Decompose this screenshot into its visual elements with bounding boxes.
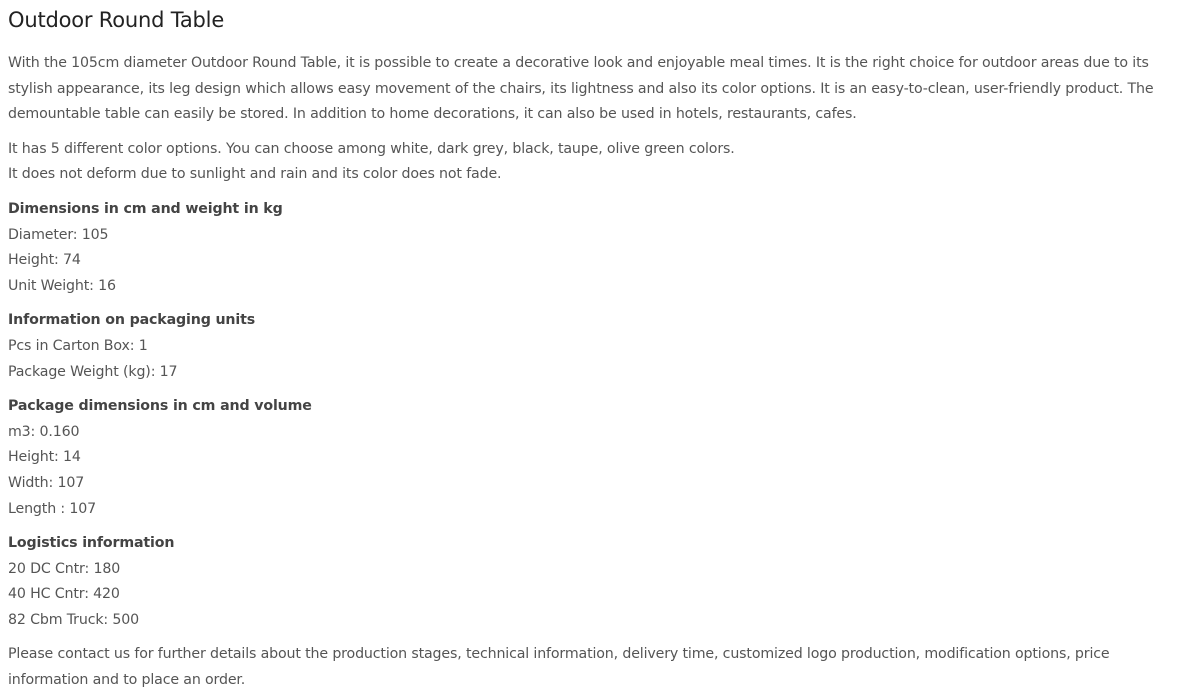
logistics-section [8,531,1192,633]
contact-paragraph: Please contact us for further details about the production stages, technical information, delivery time, customized logo production, modification options, price information and to place an order. [8,646,1110,689]
packaging-section [8,308,1192,385]
dimensions-heading: Dimensions in cm and weight in kg [8,200,283,217]
color-options-paragraph [8,137,1192,188]
spec-unit-weight: Unit Weight: 16 [8,277,116,294]
spec-40hc-container: 40 HC Cntr: 420 [8,586,120,603]
spec-pcs-in-carton: Pcs in Carton Box: 1 [8,337,148,354]
spec-82cbm-truck: 82 Cbm Truck: 500 [8,611,140,628]
spec-package-length: Length : 107 [8,500,97,517]
spec-package-weight: Package Weight (kg): 17 [8,363,178,380]
spec-volume: m3: 0.160 [8,423,80,440]
color-options-line: It has 5 different color options. You can choose among white, dark grey, black, taupe, olive green colors. [8,140,735,157]
durability-line: It does not deform due to sunlight and rain and its color does not fade. [8,166,502,183]
logistics-heading: Logistics information [8,535,175,552]
spec-20dc-container: 20 DC Cntr: 180 [8,560,121,577]
dimensions-section [8,197,1192,299]
packaging-heading: Information on packaging units [8,312,256,329]
page-title: Outdoor Round Table [8,8,225,32]
package-dimensions-heading: Package dimensions in cm and volume [8,398,312,415]
spec-package-height: Height: 14 [8,449,81,466]
spec-height: Height: 74 [8,252,81,269]
intro-paragraph: With the 105cm diameter Outdoor Round Table, it is possible to create a decorative look and enjoyable meal times. It is the right choice for outdoor areas due to its stylish appearance, its leg design which allows easy movement of the chairs, its lightness and also its color options. It is an easy-to-clean, user-friendly product. The demountable table can easily be stored. In addition to home decorations, it can also be used in hotels, restaurants, cafes. [8,55,1154,123]
spec-package-width: Width: 107 [8,474,85,491]
spec-diameter: Diameter: 105 [8,226,109,243]
package-dimensions-section [8,394,1192,522]
